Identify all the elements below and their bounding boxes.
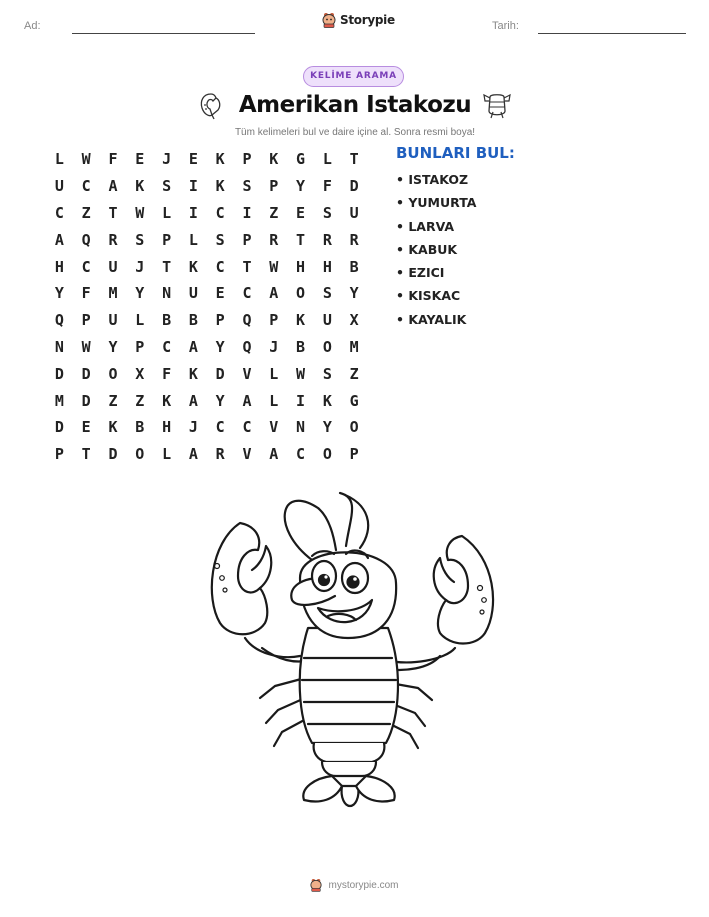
- grid-letter[interactable]: O: [349, 418, 359, 437]
- grid-letter[interactable]: O: [296, 284, 306, 303]
- grid-letter[interactable]: P: [242, 150, 252, 169]
- grid-letter[interactable]: K: [135, 177, 145, 196]
- grid-letter[interactable]: S: [242, 177, 252, 196]
- grid-letter[interactable]: Z: [135, 391, 145, 410]
- grid-letter[interactable]: A: [269, 445, 279, 464]
- grid-letter[interactable]: P: [135, 337, 145, 356]
- grid-letter[interactable]: H: [162, 418, 172, 437]
- grid-letter[interactable]: L: [162, 203, 172, 222]
- grid-letter[interactable]: Y: [215, 391, 225, 410]
- word-list-item: • KISKAC: [396, 288, 461, 304]
- grid-letter[interactable]: W: [81, 150, 91, 169]
- grid-letter[interactable]: A: [54, 230, 64, 249]
- grid-letter[interactable]: N: [296, 418, 306, 437]
- word-list: [396, 172, 476, 335]
- grid-letter[interactable]: U: [349, 203, 359, 222]
- grid-letter[interactable]: F: [322, 177, 332, 196]
- grid-row: [46, 441, 368, 468]
- grid-letter[interactable]: O: [108, 364, 118, 383]
- grid-letter[interactable]: L: [269, 364, 279, 383]
- grid-letter[interactable]: O: [322, 445, 332, 464]
- lobster-illustration: [200, 488, 510, 808]
- grid-row: [46, 414, 368, 441]
- instructions: Tüm kelimeleri bul ve daire içine al. Sonra resmi boya!: [234, 127, 476, 138]
- grid-letter[interactable]: O: [322, 337, 332, 356]
- footer-url[interactable]: mystorypie.com: [328, 879, 399, 891]
- grid-letter[interactable]: T: [108, 203, 118, 222]
- grid-row: [46, 280, 368, 307]
- grid-letter[interactable]: P: [54, 445, 64, 464]
- grid-letter[interactable]: P: [81, 311, 91, 330]
- grid-letter[interactable]: L: [322, 150, 332, 169]
- grid-row: [46, 173, 368, 200]
- grid-letter[interactable]: C: [215, 257, 225, 276]
- grid-letter[interactable]: P: [269, 311, 279, 330]
- grid-letter[interactable]: A: [188, 445, 198, 464]
- grid-letter[interactable]: V: [242, 364, 252, 383]
- grid-letter[interactable]: I: [296, 391, 306, 410]
- word-list-item: • LARVA: [396, 218, 455, 234]
- grid-letter[interactable]: K: [269, 150, 279, 169]
- grid-letter[interactable]: E: [296, 203, 306, 222]
- grid-letter[interactable]: L: [54, 150, 64, 169]
- grid-letter[interactable]: D: [54, 418, 64, 437]
- grid-letter[interactable]: C: [215, 418, 225, 437]
- grid-letter[interactable]: S: [322, 364, 332, 383]
- date-label: Tarih:: [492, 20, 519, 32]
- grid-letter[interactable]: Y: [54, 284, 64, 303]
- grid-letter[interactable]: B: [162, 311, 172, 330]
- grid-letter[interactable]: A: [242, 391, 252, 410]
- grid-letter[interactable]: N: [54, 337, 64, 356]
- grid-letter[interactable]: Z: [349, 364, 359, 383]
- grid-letter[interactable]: B: [188, 311, 198, 330]
- grid-letter[interactable]: R: [349, 230, 359, 249]
- word-list-title: BUNLARI BUL:: [396, 144, 515, 162]
- grid-letter[interactable]: C: [81, 177, 91, 196]
- grid-letter[interactable]: K: [188, 364, 198, 383]
- grid-letter[interactable]: T: [296, 230, 306, 249]
- grid-row: [46, 307, 368, 334]
- grid-letter[interactable]: M: [108, 284, 118, 303]
- grid-letter[interactable]: P: [242, 230, 252, 249]
- grid-letter[interactable]: J: [162, 150, 172, 169]
- grid-letter[interactable]: U: [108, 257, 118, 276]
- grid-letter[interactable]: E: [188, 150, 198, 169]
- grid-row: [46, 334, 368, 361]
- grid-letter[interactable]: A: [108, 177, 118, 196]
- grid-letter[interactable]: H: [54, 257, 64, 276]
- grid-letter[interactable]: C: [296, 445, 306, 464]
- grid-letter[interactable]: U: [188, 284, 198, 303]
- grid-letter[interactable]: W: [296, 364, 306, 383]
- grid-letter[interactable]: B: [349, 257, 359, 276]
- grid-letter[interactable]: C: [54, 203, 64, 222]
- grid-letter[interactable]: L: [188, 230, 198, 249]
- grid-letter[interactable]: Z: [269, 203, 279, 222]
- grid-letter[interactable]: A: [188, 337, 198, 356]
- grid-letter[interactable]: T: [81, 445, 91, 464]
- grid-letter[interactable]: F: [108, 150, 118, 169]
- grid-letter[interactable]: K: [215, 150, 225, 169]
- grid-letter[interactable]: N: [162, 284, 172, 303]
- grid-letter[interactable]: E: [215, 284, 225, 303]
- grid-letter[interactable]: R: [215, 445, 225, 464]
- grid-letter[interactable]: J: [135, 257, 145, 276]
- grid-letter[interactable]: G: [296, 150, 306, 169]
- grid-letter[interactable]: X: [135, 364, 145, 383]
- grid-letter[interactable]: Q: [81, 230, 91, 249]
- grid-letter[interactable]: M: [349, 337, 359, 356]
- grid-letter[interactable]: Y: [215, 337, 225, 356]
- grid-letter[interactable]: Y: [322, 418, 332, 437]
- grid-letter[interactable]: J: [269, 337, 279, 356]
- grid-letter[interactable]: U: [54, 177, 64, 196]
- grid-letter[interactable]: L: [162, 445, 172, 464]
- grid-letter[interactable]: Y: [296, 177, 306, 196]
- grid-letter[interactable]: L: [135, 311, 145, 330]
- word-list-item: • KAYALIK: [396, 311, 467, 327]
- grid-letter[interactable]: F: [162, 364, 172, 383]
- grid-letter[interactable]: E: [81, 418, 91, 437]
- grid-letter[interactable]: I: [242, 203, 252, 222]
- activity-badge: KELİME ARAMA: [303, 66, 404, 87]
- grid-row: [46, 387, 368, 414]
- grid-letter[interactable]: T: [242, 257, 252, 276]
- grid-letter[interactable]: K: [162, 391, 172, 410]
- brand-logo: [322, 12, 395, 28]
- grid-letter[interactable]: S: [322, 203, 332, 222]
- grid-letter[interactable]: O: [135, 445, 145, 464]
- grid-letter[interactable]: Q: [242, 311, 252, 330]
- grid-letter[interactable]: Z: [108, 391, 118, 410]
- grid-row: [46, 146, 368, 173]
- grid-letter[interactable]: B: [296, 337, 306, 356]
- grid-letter[interactable]: X: [349, 311, 359, 330]
- grid-letter[interactable]: T: [349, 150, 359, 169]
- grid-row: [46, 200, 368, 227]
- grid-letter[interactable]: D: [81, 364, 91, 383]
- grid-letter[interactable]: I: [188, 177, 198, 196]
- grid-letter[interactable]: C: [242, 418, 252, 437]
- grid-letter[interactable]: H: [322, 257, 332, 276]
- word-list-item: • ISTAKOZ: [396, 172, 469, 187]
- grid-letter[interactable]: C: [81, 257, 91, 276]
- word-list-item: • YUMURTA: [396, 195, 477, 211]
- word-search-grid: [46, 146, 368, 468]
- grid-letter[interactable]: D: [54, 364, 64, 383]
- grid-letter[interactable]: A: [269, 284, 279, 303]
- grid-letter[interactable]: B: [135, 418, 145, 437]
- page-title: Amerikan Istakozu: [238, 92, 472, 118]
- grid-letter[interactable]: P: [215, 311, 225, 330]
- grid-letter[interactable]: S: [322, 284, 332, 303]
- storypie-logo-icon: [322, 12, 336, 28]
- grid-row: [46, 253, 368, 280]
- grid-letter[interactable]: C: [215, 203, 225, 222]
- grid-letter[interactable]: A: [188, 391, 198, 410]
- word-list-item: • KABUK: [396, 241, 458, 257]
- word-list-item: • EZICI: [396, 265, 445, 281]
- grid-letter[interactable]: R: [269, 230, 279, 249]
- grid-letter[interactable]: P: [349, 445, 359, 464]
- grid-letter[interactable]: W: [269, 257, 279, 276]
- grid-letter[interactable]: U: [108, 311, 118, 330]
- grid-letter[interactable]: V: [269, 418, 279, 437]
- footer: [0, 878, 709, 892]
- grid-letter[interactable]: Y: [108, 337, 118, 356]
- grid-letter[interactable]: S: [135, 230, 145, 249]
- grid-letter[interactable]: L: [269, 391, 279, 410]
- grid-letter[interactable]: P: [269, 177, 279, 196]
- grid-letter[interactable]: M: [54, 391, 64, 410]
- grid-letter[interactable]: C: [242, 284, 252, 303]
- grid-letter[interactable]: F: [81, 284, 91, 303]
- grid-letter[interactable]: D: [108, 445, 118, 464]
- grid-letter[interactable]: K: [215, 177, 225, 196]
- grid-row: [46, 360, 368, 387]
- storypie-footer-icon: [310, 878, 322, 892]
- grid-letter[interactable]: K: [322, 391, 332, 410]
- grid-letter[interactable]: U: [322, 311, 332, 330]
- grid-row: [46, 226, 368, 253]
- grid-letter[interactable]: H: [296, 257, 306, 276]
- grid-letter[interactable]: Y: [135, 284, 145, 303]
- grid-letter[interactable]: R: [322, 230, 332, 249]
- grid-letter[interactable]: W: [135, 203, 145, 222]
- grid-letter[interactable]: T: [162, 257, 172, 276]
- name-label: Ad:: [24, 20, 41, 32]
- grid-letter[interactable]: R: [108, 230, 118, 249]
- grid-letter[interactable]: G: [349, 391, 359, 410]
- grid-letter[interactable]: I: [188, 203, 198, 222]
- date-line[interactable]: [538, 33, 686, 34]
- grid-letter[interactable]: Q: [54, 311, 64, 330]
- grid-letter[interactable]: Q: [242, 337, 252, 356]
- grid-letter[interactable]: S: [215, 230, 225, 249]
- grid-letter[interactable]: D: [215, 364, 225, 383]
- lobster-shell-icon: [482, 91, 512, 119]
- grid-letter[interactable]: D: [81, 391, 91, 410]
- grid-letter[interactable]: K: [108, 418, 118, 437]
- grid-letter[interactable]: K: [296, 311, 306, 330]
- name-line[interactable]: [72, 33, 255, 34]
- grid-letter[interactable]: C: [162, 337, 172, 356]
- grid-letter[interactable]: S: [162, 177, 172, 196]
- grid-letter[interactable]: D: [349, 177, 359, 196]
- grid-letter[interactable]: Z: [81, 203, 91, 222]
- brand-name: Storypie: [340, 13, 395, 27]
- grid-letter[interactable]: P: [162, 230, 172, 249]
- grid-letter[interactable]: V: [242, 445, 252, 464]
- grid-letter[interactable]: W: [81, 337, 91, 356]
- grid-letter[interactable]: Y: [349, 284, 359, 303]
- grid-letter[interactable]: J: [188, 418, 198, 437]
- grid-letter[interactable]: K: [188, 257, 198, 276]
- grid-letter[interactable]: E: [135, 150, 145, 169]
